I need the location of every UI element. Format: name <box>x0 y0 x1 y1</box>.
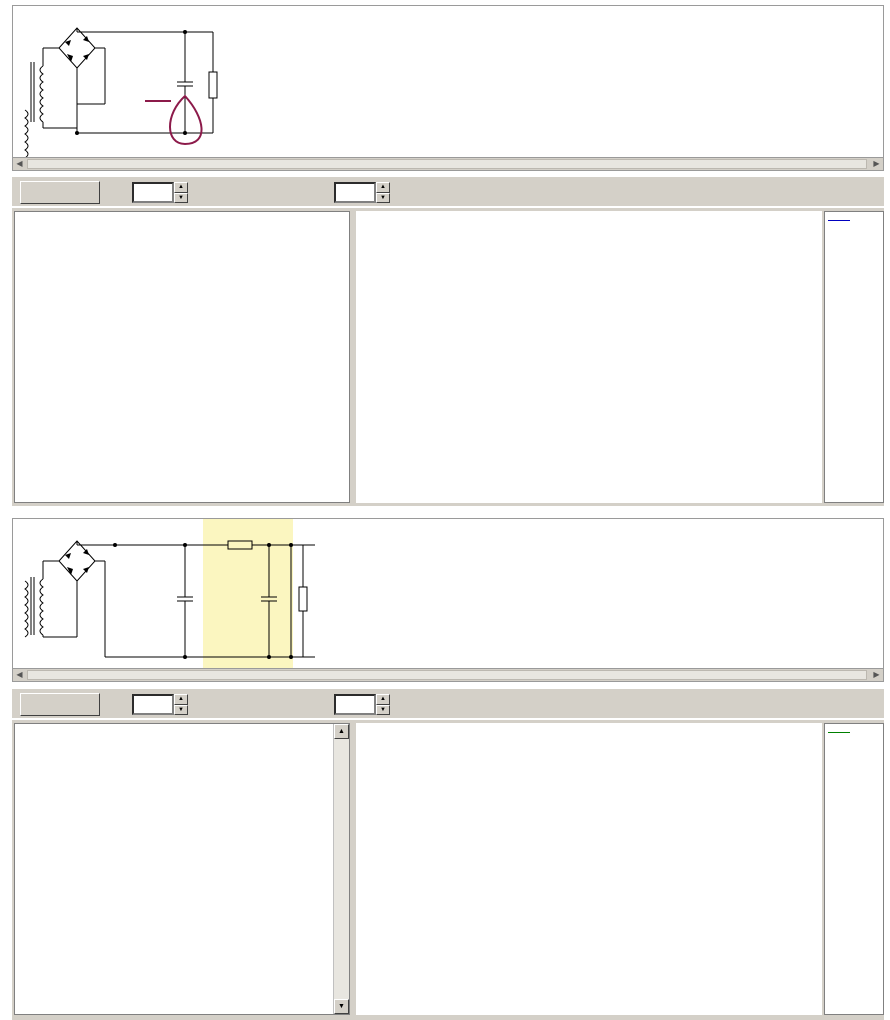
top-schematic <box>12 5 884 157</box>
scroll-down-icon[interactable]: ▼ <box>334 999 349 1014</box>
bottom-chart-svg <box>356 723 822 1015</box>
scroll-left-icon[interactable]: ◀ <box>16 159 23 168</box>
top-chart-svg <box>356 211 822 503</box>
top-duration-spinner[interactable] <box>132 182 188 203</box>
bottom-delay-spinner[interactable] <box>334 694 390 715</box>
spin-up-icon[interactable]: ▲ <box>376 182 390 193</box>
scroll-left-icon[interactable]: ◀ <box>16 670 23 679</box>
top-pane <box>0 0 890 506</box>
legend-item <box>825 212 883 228</box>
spin-down-icon[interactable]: ▼ <box>376 193 390 204</box>
bottom-schematic <box>12 518 884 668</box>
top-chart <box>356 211 822 503</box>
top-schematic-hscrollbar[interactable] <box>12 157 884 171</box>
top-results-area <box>12 208 884 506</box>
top-simulate-button[interactable] <box>20 181 100 204</box>
bottom-chart <box>356 723 822 1015</box>
top-sim-toolbar <box>12 176 884 206</box>
top-legend <box>824 211 884 503</box>
bottom-simulate-button[interactable] <box>20 693 100 716</box>
bottom-legend <box>824 723 884 1015</box>
spin-down-icon[interactable]: ▼ <box>174 193 188 204</box>
top-delay-input[interactable] <box>334 182 376 203</box>
legend-item <box>825 724 883 740</box>
spin-up-icon[interactable]: ▲ <box>174 694 188 705</box>
scroll-right-icon[interactable]: ▶ <box>873 159 880 168</box>
bottom-delay-input[interactable] <box>334 694 376 715</box>
bottom-results-area <box>12 720 884 1020</box>
bottom-duration-input[interactable] <box>132 694 174 715</box>
spin-down-icon[interactable]: ▼ <box>376 705 390 716</box>
spin-up-icon[interactable]: ▲ <box>174 182 188 193</box>
top-results-table <box>14 211 350 503</box>
bottom-schematic-drawing <box>13 519 884 668</box>
bottom-pane <box>0 514 890 1020</box>
top-scroll-thumb[interactable] <box>27 159 867 169</box>
bottom-schematic-hscrollbar[interactable] <box>12 668 884 682</box>
bottom-results-table <box>14 723 350 1015</box>
top-delay-spinner[interactable] <box>334 182 390 203</box>
top-schematic-drawing <box>13 6 884 157</box>
top-duration-input[interactable] <box>132 182 174 203</box>
scroll-right-icon[interactable]: ▶ <box>873 670 880 679</box>
scroll-up-icon[interactable]: ▲ <box>334 724 349 739</box>
spin-up-icon[interactable]: ▲ <box>376 694 390 705</box>
bottom-sim-toolbar <box>12 688 884 718</box>
spin-down-icon[interactable]: ▼ <box>174 705 188 716</box>
bottom-scroll-thumb[interactable] <box>27 670 867 680</box>
bottom-table-vscrollbar[interactable] <box>333 724 349 1014</box>
bottom-duration-spinner[interactable] <box>132 694 188 715</box>
